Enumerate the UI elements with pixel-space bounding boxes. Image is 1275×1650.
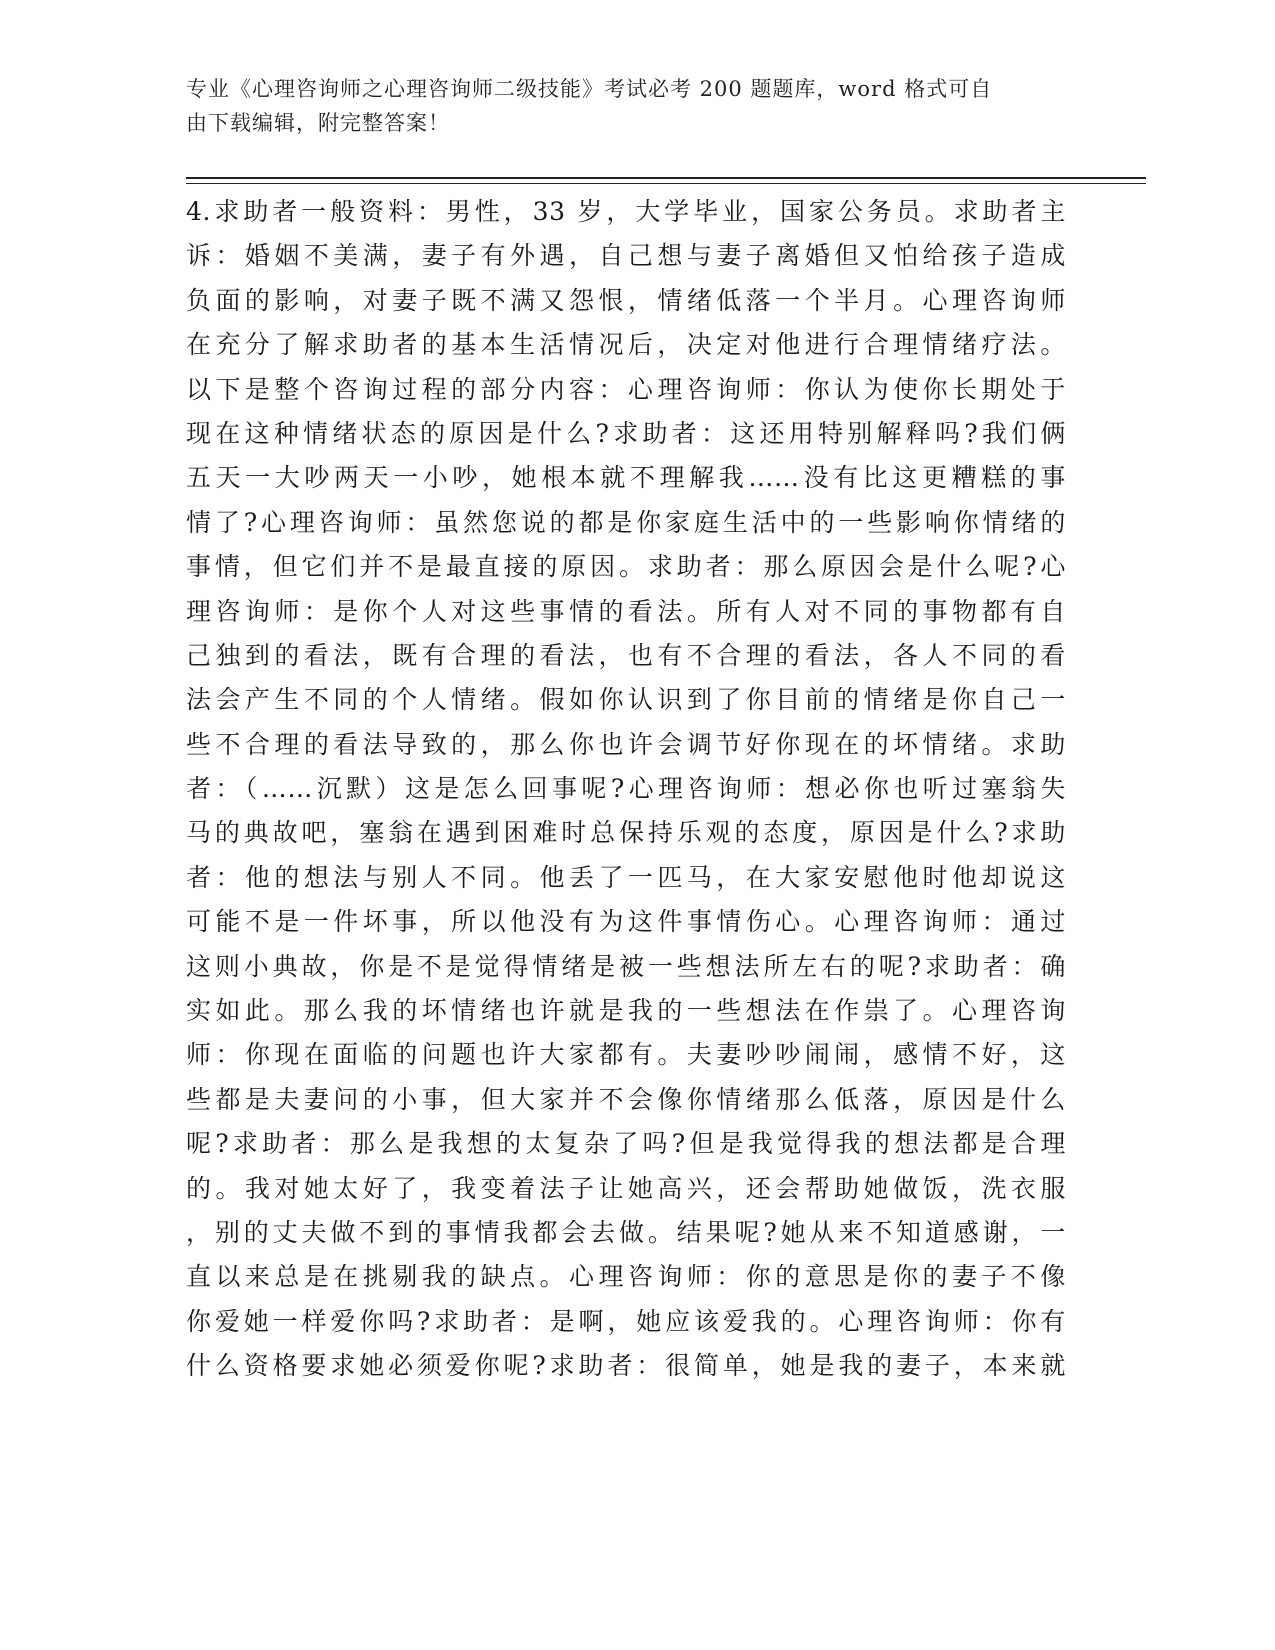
text-line: 你爱她一样爱你吗?求助者：是啊，她应该爱我的。心理咨询师：你有 xyxy=(186,1306,1066,1336)
text-line: 实如此。那么我的坏情绪也许就是我的一些想法在作祟了。心理咨询 xyxy=(186,996,1066,1026)
header-divider-thick xyxy=(186,177,1146,179)
text-line: 可能不是一件坏事，所以他没有为这件事情伤心。心理咨询师：通过 xyxy=(186,907,1066,937)
text-line: 情了?心理咨询师：虽然您说的都是你家庭生活中的一些影响你情绪的 xyxy=(186,507,1066,537)
text-line: ，别的丈夫做不到的事情我都会去做。结果呢?她从来不知道感谢，一 xyxy=(186,1217,1066,1247)
text-line: 什么资格要求她必须爱你呢?求助者：很简单，她是我的妻子，本来就 xyxy=(186,1351,1066,1381)
text-line: 些不合理的看法导致的，那么你也许会调节好你现在的坏情绪。求助 xyxy=(186,729,1066,759)
text-line: 己独到的看法，既有合理的看法，也有不合理的看法，各人不同的看 xyxy=(186,640,1066,670)
text-line: 者：他的想法与别人不同。他丢了一匹马，在大家安慰他时他却说这 xyxy=(186,862,1066,892)
text-line: 事情，但它们并不是最直接的原因。求助者：那么原因会是什么呢?心 xyxy=(186,552,1066,582)
text-line: 诉：婚姻不美满，妻子有外遇，自己想与妻子离婚但又怕给孩子造成 xyxy=(186,241,1066,271)
page-header xyxy=(186,72,1066,140)
text-line: 这则小典故，你是不是觉得情绪是被一些想法所左右的呢?求助者：确 xyxy=(186,951,1066,981)
text-line: 在充分了解求助者的基本生活情况后，决定对他进行合理情绪疗法。 xyxy=(186,330,1066,360)
text-line: 直以来总是在挑剔我的缺点。心理咨询师：你的意思是你的妻子不像 xyxy=(186,1262,1066,1292)
text-line: 以下是整个咨询过程的部分内容：心理咨询师：你认为使你长期处于 xyxy=(186,374,1066,404)
text-line: 法会产生不同的个人情绪。假如你认识到了你目前的情绪是你自己一 xyxy=(186,685,1066,715)
header-line: 专业《心理咨询师之心理咨询师二级技能》考试必考 200 题题库，word 格式可自 xyxy=(186,77,993,101)
header-divider-thin xyxy=(186,183,1146,184)
text-line: 五天一大吵两天一小吵，她根本就不理解我……没有比这更糟糕的事 xyxy=(186,463,1066,493)
text-line: 师：你现在面临的问题也许大家都有。夫妻吵吵闹闹，感情不好，这 xyxy=(186,1040,1066,1070)
text-line: 4.求助者一般资料：男性，33 岁，大学毕业，国家公务员。求助者主 xyxy=(186,197,1066,226)
text-line: 现在这种情绪状态的原因是什么?求助者：这还用特别解释吗?我们俩 xyxy=(186,418,1066,448)
text-line: 的。我对她太好了，我变着法子让她高兴，还会帮助她做饭，洗衣服 xyxy=(186,1173,1066,1203)
text-line: 理咨询师：是你个人对这些事情的看法。所有人对不同的事物都有自 xyxy=(186,596,1066,626)
text-line: 马的典故吧，塞翁在遇到困难时总保持乐观的态度，原因是什么?求助 xyxy=(186,818,1066,848)
text-line: 负面的影响，对妻子既不满又怨恨，情绪低落一个半月。心理咨询师 xyxy=(186,285,1066,315)
text-line: 呢?求助者：那么是我想的太复杂了吗?但是我觉得我的想法都是合理 xyxy=(186,1129,1066,1159)
header-line: 由下载编辑，附完整答案！ xyxy=(186,111,450,135)
question-text xyxy=(186,190,1066,1389)
text-line: 者：（……沉默）这是怎么回事呢?心理咨询师：想必你也听过塞翁失 xyxy=(186,774,1066,804)
text-line: 些都是夫妻问的小事，但大家并不会像你情绪那么低落，原因是什么 xyxy=(186,1084,1066,1114)
